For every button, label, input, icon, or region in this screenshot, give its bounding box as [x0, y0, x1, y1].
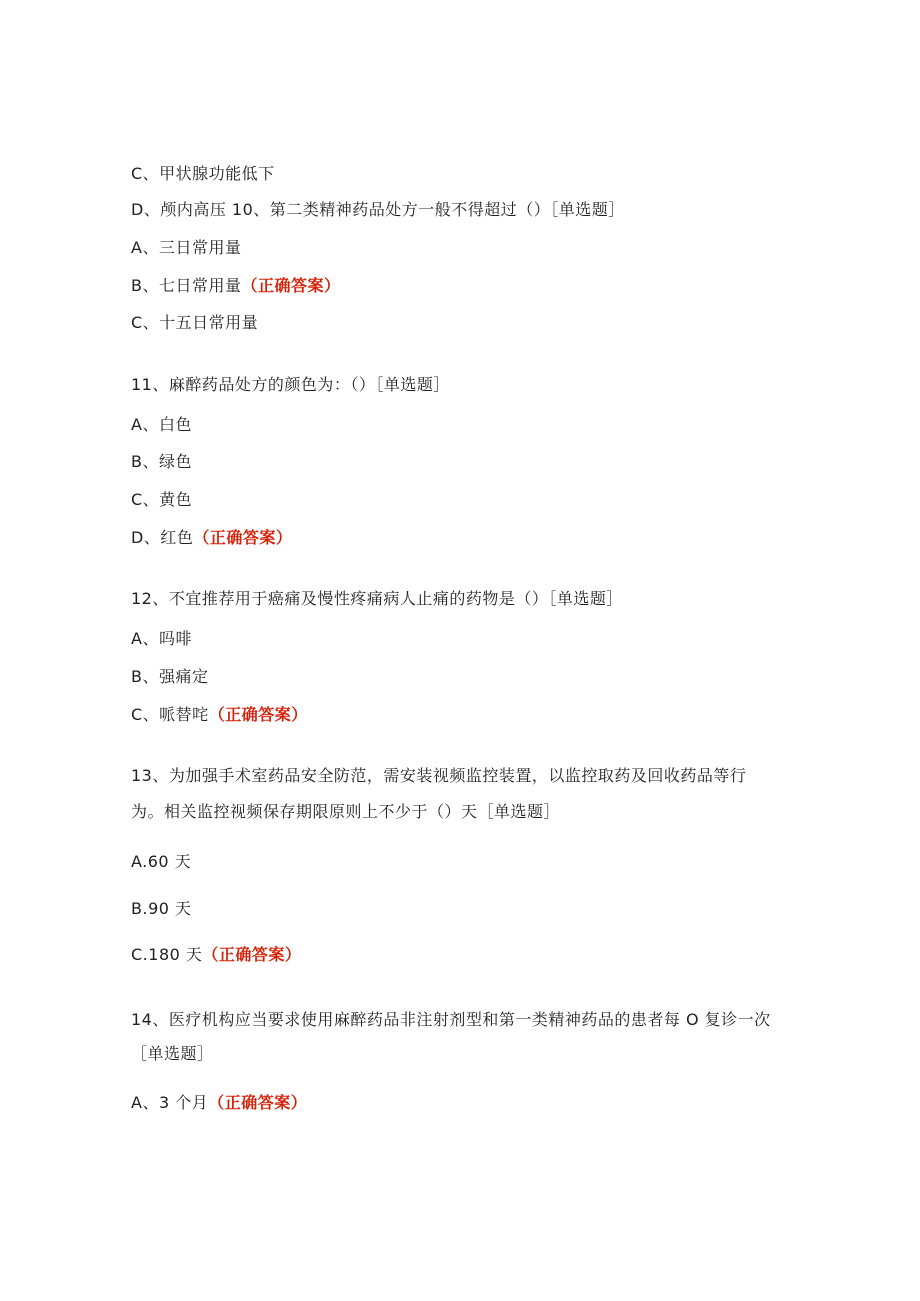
correct-answer-mark: （正确答案） — [208, 1093, 308, 1112]
line-text: 11、麻醉药品处方的颜色为：（）［单选题］ — [131, 375, 450, 394]
question-line — [131, 589, 623, 609]
question-line — [131, 1044, 214, 1064]
option-line — [131, 238, 241, 258]
line-text: B、绿色 — [131, 452, 192, 471]
correct-answer-mark: （正确答案） — [202, 945, 302, 964]
line-text: C、黄色 — [131, 490, 193, 509]
option-line — [131, 1093, 307, 1113]
correct-answer-mark: （正确答案） — [241, 276, 341, 295]
option-line — [131, 852, 191, 872]
line-text: 为。相关监控视频保存期限原则上不少于（）天［单选题］ — [131, 802, 561, 821]
option-line — [131, 667, 208, 687]
line-text: C、十五日常用量 — [131, 313, 259, 332]
line-text: A、三日常用量 — [131, 238, 242, 257]
option-line — [131, 164, 275, 184]
question-line — [131, 766, 746, 786]
line-text: A.60 天 — [131, 852, 192, 871]
correct-answer-mark: （正确答案） — [193, 528, 293, 547]
line-text: B、强痛定 — [131, 667, 209, 686]
question-line — [131, 1010, 771, 1030]
line-text: A、3 个月 — [131, 1093, 209, 1112]
line-text: D、红色 — [131, 528, 194, 547]
line-text: C、甲状腺功能低下 — [131, 164, 275, 183]
question-line — [131, 375, 450, 395]
line-text: A、白色 — [131, 415, 192, 434]
line-text: C、哌替咤 — [131, 705, 209, 724]
line-text: C.180 天 — [131, 945, 203, 964]
option-line — [131, 313, 258, 333]
option-line — [131, 629, 192, 649]
option-line — [131, 276, 341, 296]
line-text: 13、为加强手术室药品安全防范，需安装视频监控装置，以监控取药及回收药品等行 — [131, 766, 747, 785]
option-line — [131, 490, 192, 510]
line-text: 12、不宜推荐用于癌痛及慢性疼痛病人止痛的药物是（）［单选题］ — [131, 589, 623, 608]
option-line — [131, 705, 308, 725]
option-line — [131, 899, 192, 919]
option-line — [131, 200, 625, 220]
line-text: B、七日常用量 — [131, 276, 242, 295]
line-text: A、吗啡 — [131, 629, 192, 648]
line-text: D、颅内高压 10、第二类精神药品处方一般不得超过（）［单选题］ — [131, 200, 625, 219]
option-line — [131, 528, 292, 548]
line-text: ［单选题］ — [131, 1044, 214, 1063]
option-line — [131, 452, 192, 472]
line-text: B.90 天 — [131, 899, 192, 918]
option-line — [131, 415, 192, 435]
correct-answer-mark: （正确答案） — [208, 705, 308, 724]
line-text: 14、医疗机构应当要求使用麻醉药品非注射剂型和第一类精神药品的患者每 O 复诊一次 — [131, 1010, 771, 1029]
question-line — [131, 802, 560, 822]
option-line — [131, 945, 301, 965]
